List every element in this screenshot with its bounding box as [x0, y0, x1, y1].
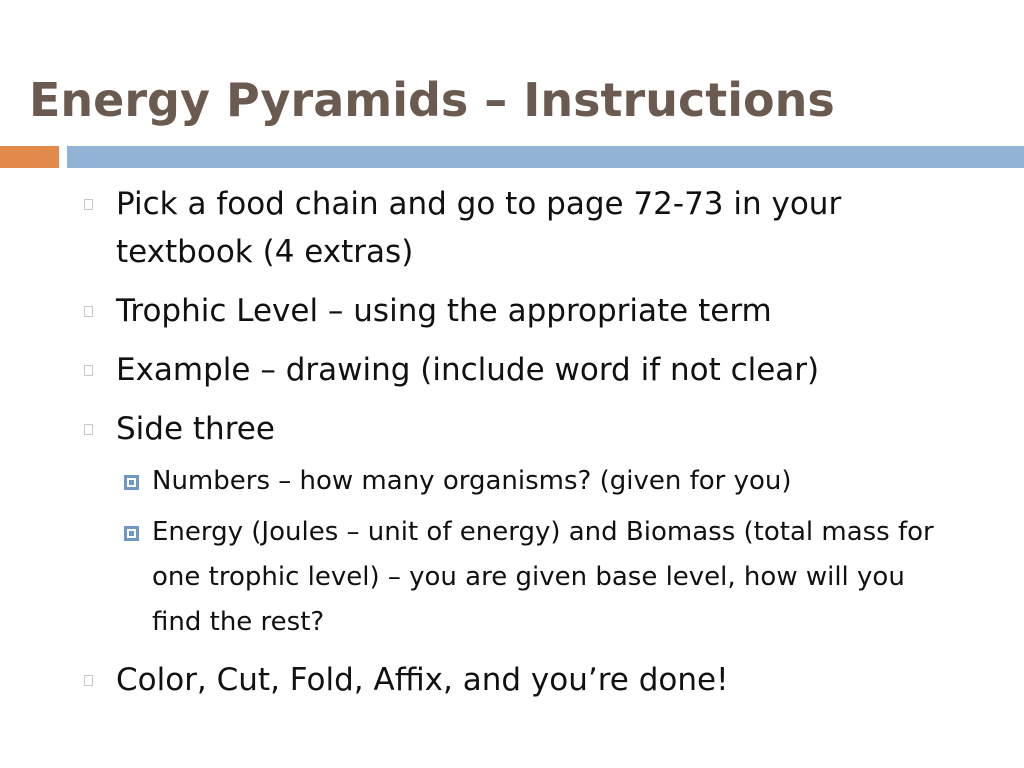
sub-bullet-item [116, 510, 940, 645]
sub-bullet-item [116, 459, 940, 504]
title-underline-blue [67, 146, 1024, 168]
bullet-item [80, 405, 940, 645]
bullet-marker-icon [84, 306, 93, 317]
bullet-text: Trophic Level – using the appropriate term [116, 293, 772, 329]
bullet-marker-icon [84, 424, 93, 435]
bullet-item [80, 346, 940, 394]
bullet-text: Pick a food chain and go to page 72-73 in your textbook (4 extras) [116, 186, 842, 270]
square-bullet-icon [124, 475, 139, 490]
bullet-item [80, 180, 940, 276]
bullet-marker-icon [84, 365, 93, 376]
sub-bullet-text: Energy (Joules – unit of energy) and Biomass (total mass for one trophic level) – you are given base level, how will you find the rest? [152, 517, 934, 637]
sub-bullet-list [116, 459, 940, 645]
bullet-item [80, 656, 940, 704]
bullet-marker-icon [84, 675, 93, 686]
sub-bullet-text: Numbers – how many organisms? (given for you) [152, 466, 792, 496]
bullet-marker-icon [84, 199, 93, 210]
bullet-item [80, 287, 940, 335]
square-bullet-icon [124, 526, 139, 541]
bullet-text: Example – drawing (include word if not clear) [116, 352, 820, 388]
bullet-text: Side three [116, 411, 275, 447]
title-underline-orange [0, 146, 59, 168]
bullet-list [80, 180, 940, 715]
bullet-text: Color, Cut, Fold, Affix, and you’re done! [116, 662, 729, 698]
slide-title: Energy Pyramids – Instructions [29, 73, 835, 127]
